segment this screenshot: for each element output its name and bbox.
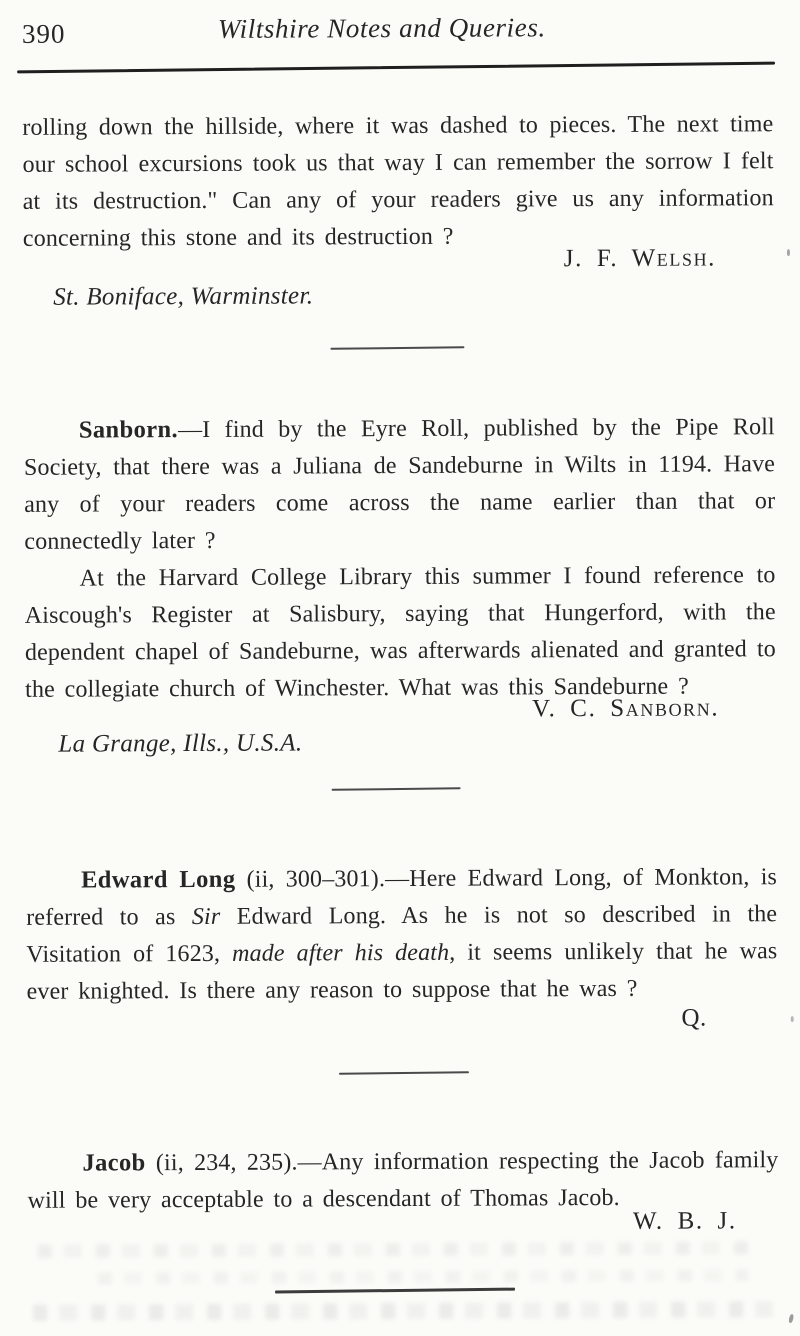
signature-q: Q. bbox=[681, 1004, 707, 1032]
page-title: Wiltshire Notes and Queries. bbox=[217, 12, 546, 44]
edward-long-italic-sir: Sir bbox=[191, 903, 221, 931]
section-divider bbox=[330, 346, 464, 350]
sanborn-para1-text: —I find by the Eyre Roll, published by the Pipe Roll Society, that there was a Juliana de Sandeburne in Wilts in 1194. Have any of your readers come across the name earlier than that or connectedly later ? bbox=[23, 414, 776, 555]
scan-artifact bbox=[38, 1241, 758, 1258]
address-welsh: St. Boniface, Warminster. bbox=[53, 282, 314, 311]
address-sanborn: La Grange, Ills., U.S.A. bbox=[58, 729, 303, 758]
edward-long-seg3: , it seems unlikely that he was ever knighted. Is there any reason to suppose that he was ? bbox=[26, 938, 778, 1005]
end-divider bbox=[275, 1288, 515, 1293]
signature-wbj: W. B. J. bbox=[632, 1207, 737, 1235]
jacob-body-text: (ii, 234, 235).—Any information respecting the Jacob family will be very acceptable to a descendant of Thomas Jacob. bbox=[27, 1147, 779, 1214]
edward-long-lead: Edward Long bbox=[80, 865, 236, 894]
page-number: 390 bbox=[21, 18, 66, 49]
paragraph-sanborn-2 bbox=[24, 557, 776, 709]
edward-long-seg1: (ii, 300–301).—Here Edward Long, of Monkton, is referred to as bbox=[26, 864, 778, 931]
scan-speck bbox=[791, 1016, 794, 1022]
jacob-lead: Jacob bbox=[82, 1149, 146, 1177]
section-divider bbox=[332, 787, 461, 791]
signature-sanborn: V. C. Sanborn. bbox=[532, 694, 720, 723]
header-rule bbox=[17, 62, 775, 73]
scan-artifact bbox=[33, 1301, 778, 1321]
paragraph-welsh-body bbox=[22, 106, 774, 258]
signature-welsh: J. F. Welsh. bbox=[563, 244, 717, 273]
sanborn-para2-text: At the Harvard College Library this summer I found reference to Aiscough's Register at Salisbury, saying that Hungerford, with the dependent chapel of Sandeburne, was afterwards alienated and granted to the collegiate church of Winchester. What was this Sandeburne ? bbox=[24, 562, 776, 703]
paragraph-sanborn-1 bbox=[24, 408, 776, 561]
edward-long-seg2: Edward Long. As he is not so described in the Visitation of 1623, bbox=[26, 901, 778, 968]
edward-long-italic-death: made after his death bbox=[232, 939, 450, 967]
paragraph-edward-long bbox=[26, 858, 778, 1011]
scan-speck bbox=[787, 249, 790, 256]
scan-artifact bbox=[98, 1269, 748, 1284]
section-divider bbox=[339, 1071, 469, 1075]
sanborn-lead: Sanborn. bbox=[78, 416, 179, 444]
scan-speck bbox=[788, 1314, 794, 1324]
welsh-body-text: rolling down the hillside, where it was dashed to pieces. The next time our school excursions took us that way I can remember the sorrow I felt at its destruction." Can any of your readers give us any information concerning this stone and its destruction ? bbox=[22, 111, 774, 252]
